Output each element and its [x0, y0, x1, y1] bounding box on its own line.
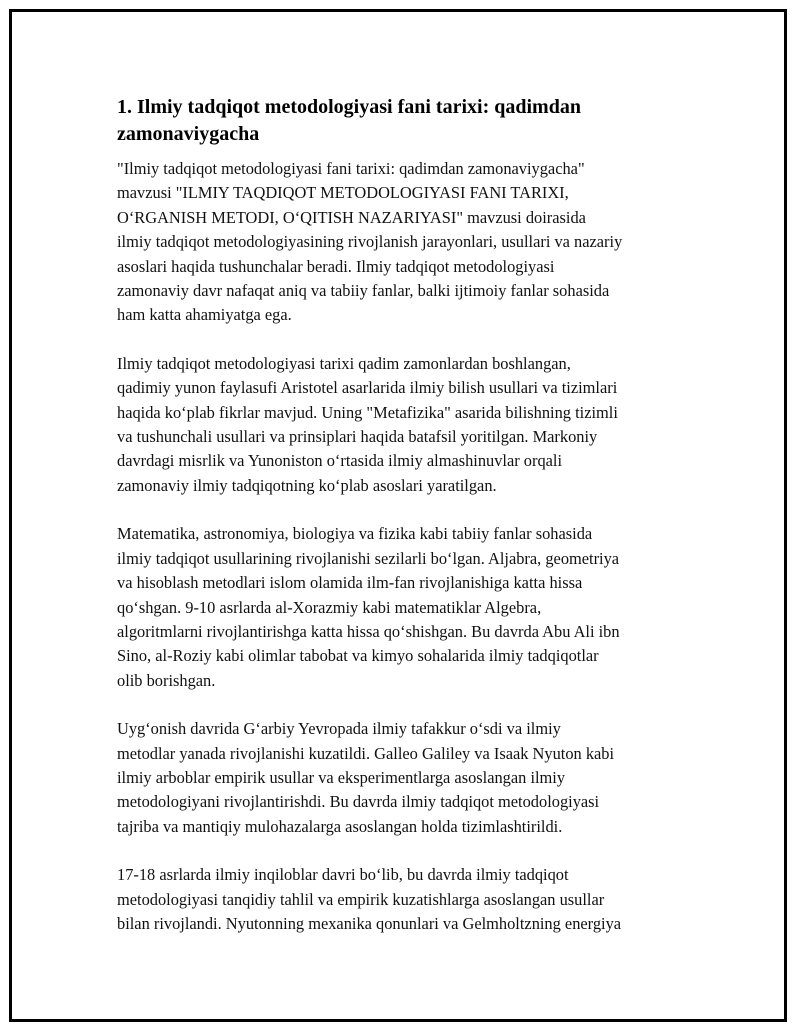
text-line: Uyg‘onish davrida G‘arbiy Yevropada ilmiy tafakkur o‘sdi va ilmiy	[117, 719, 561, 739]
paragraph	[117, 863, 692, 936]
text-line: metodlar yanada rivojlanishi kuzatildi. Galleo Galiley va Isaak Nyuton kabi	[117, 743, 615, 763]
section-heading	[117, 94, 692, 148]
text-line: qadimiy yunon faylasufi Aristotel asarlarida ilmiy bilish usullari va tizimlari	[117, 378, 618, 398]
text-line: haqida ko‘plab fikrlar mavjud. Uning "Metafizika" asarida bilishning tizimli	[117, 402, 618, 422]
text-line: 17-18 asrlarda ilmiy inqiloblar davri bo‘lib, bu davrda ilmiy tadqiqot	[117, 865, 569, 885]
text-line: olib borishgan.	[117, 670, 216, 690]
paragraph	[117, 522, 692, 693]
document-body	[117, 94, 692, 960]
text-line: metodologiyani rivojlantirishdi. Bu davrda ilmiy tadqiqot metodologiyasi	[117, 792, 600, 812]
text-line: asoslari haqida tushunchalar beradi. Ilmiy tadqiqot metodologiyasi	[117, 256, 555, 276]
text-line: davrdagi misrlik va Yunoniston o‘rtasida ilmiy almashinuvlar orqali	[117, 451, 563, 471]
text-line: tajriba va mantiqiy mulohazalarga asoslangan holda tizimlashtirildi.	[117, 816, 563, 836]
text-line: metodologiyasi tanqidiy tahlil va empirik kuzatishlarga asoslangan usullar	[117, 889, 605, 909]
text-line: zamonaviy davr nafaqat aniq va tabiiy fanlar, balki ijtimoiy fanlar sohasida	[117, 281, 610, 301]
text-line: mavzusi "ILMIY TAQDIQOT METODOLOGIYASI FANI TARIXI,	[117, 183, 569, 203]
paragraph	[117, 157, 692, 328]
paragraph	[117, 717, 692, 839]
text-line: "Ilmiy tadqiqot metodologiyasi fani tarixi: qadimdan zamonaviygacha"	[117, 159, 585, 178]
text-line: ilmiy tadqiqot usullarining rivojlanishi sezilarli bo‘lgan. Aljabra, geometriya	[117, 548, 620, 568]
text-line: O‘RGANISH METODI, O‘QITISH NAZARIYASI" mavzusi doirasida	[117, 207, 586, 227]
text-line: va hisoblash metodlari islom olamida ilm-fan rivojlanishiga katta hissa	[117, 573, 583, 593]
text-line: zamonaviy ilmiy tadqiqotning ko‘plab asoslari yaratilgan.	[117, 475, 497, 495]
text-line: Sino, al-Roziy kabi olimlar tabobat va kimyo sohalarida ilmiy tadqiqotlar	[117, 646, 599, 666]
text-line: bilan rivojlandi. Nyutonning mexanika qonunlari va Gelmholtzning energiya	[117, 913, 622, 933]
text-line: Matematika, astronomiya, biologiya va fizika kabi tabiiy fanlar sohasida	[117, 524, 593, 544]
text-line: qo‘shgan. 9-10 asrlarda al-Xorazmiy kabi matematiklar Algebra,	[117, 597, 542, 617]
text-line: algoritmlarni rivojlantirishga katta hissa qo‘shishgan. Bu davrda Abu Ali ibn	[117, 621, 620, 641]
text-line: ilmiy arboblar empirik usullar va eksperimentlarga asoslangan ilmiy	[117, 767, 566, 787]
paragraph	[117, 352, 692, 498]
heading-line: 1. Ilmiy tadqiqot metodologiyasi fani tarixi: qadimdan	[117, 96, 581, 118]
text-line: va tushunchali usullari va prinsiplari haqida batafsil yoritilgan. Markoniy	[117, 427, 598, 447]
text-line: ham katta ahamiyatga ega.	[117, 305, 292, 325]
text-line: ilmiy tadqiqot metodologiyasining rivojlanish jarayonlari, usullari va nazariy	[117, 232, 623, 252]
text-line: Ilmiy tadqiqot metodologiyasi tarixi qadim zamonlardan boshlangan,	[117, 353, 571, 373]
heading-line: zamonaviygacha	[117, 123, 260, 145]
